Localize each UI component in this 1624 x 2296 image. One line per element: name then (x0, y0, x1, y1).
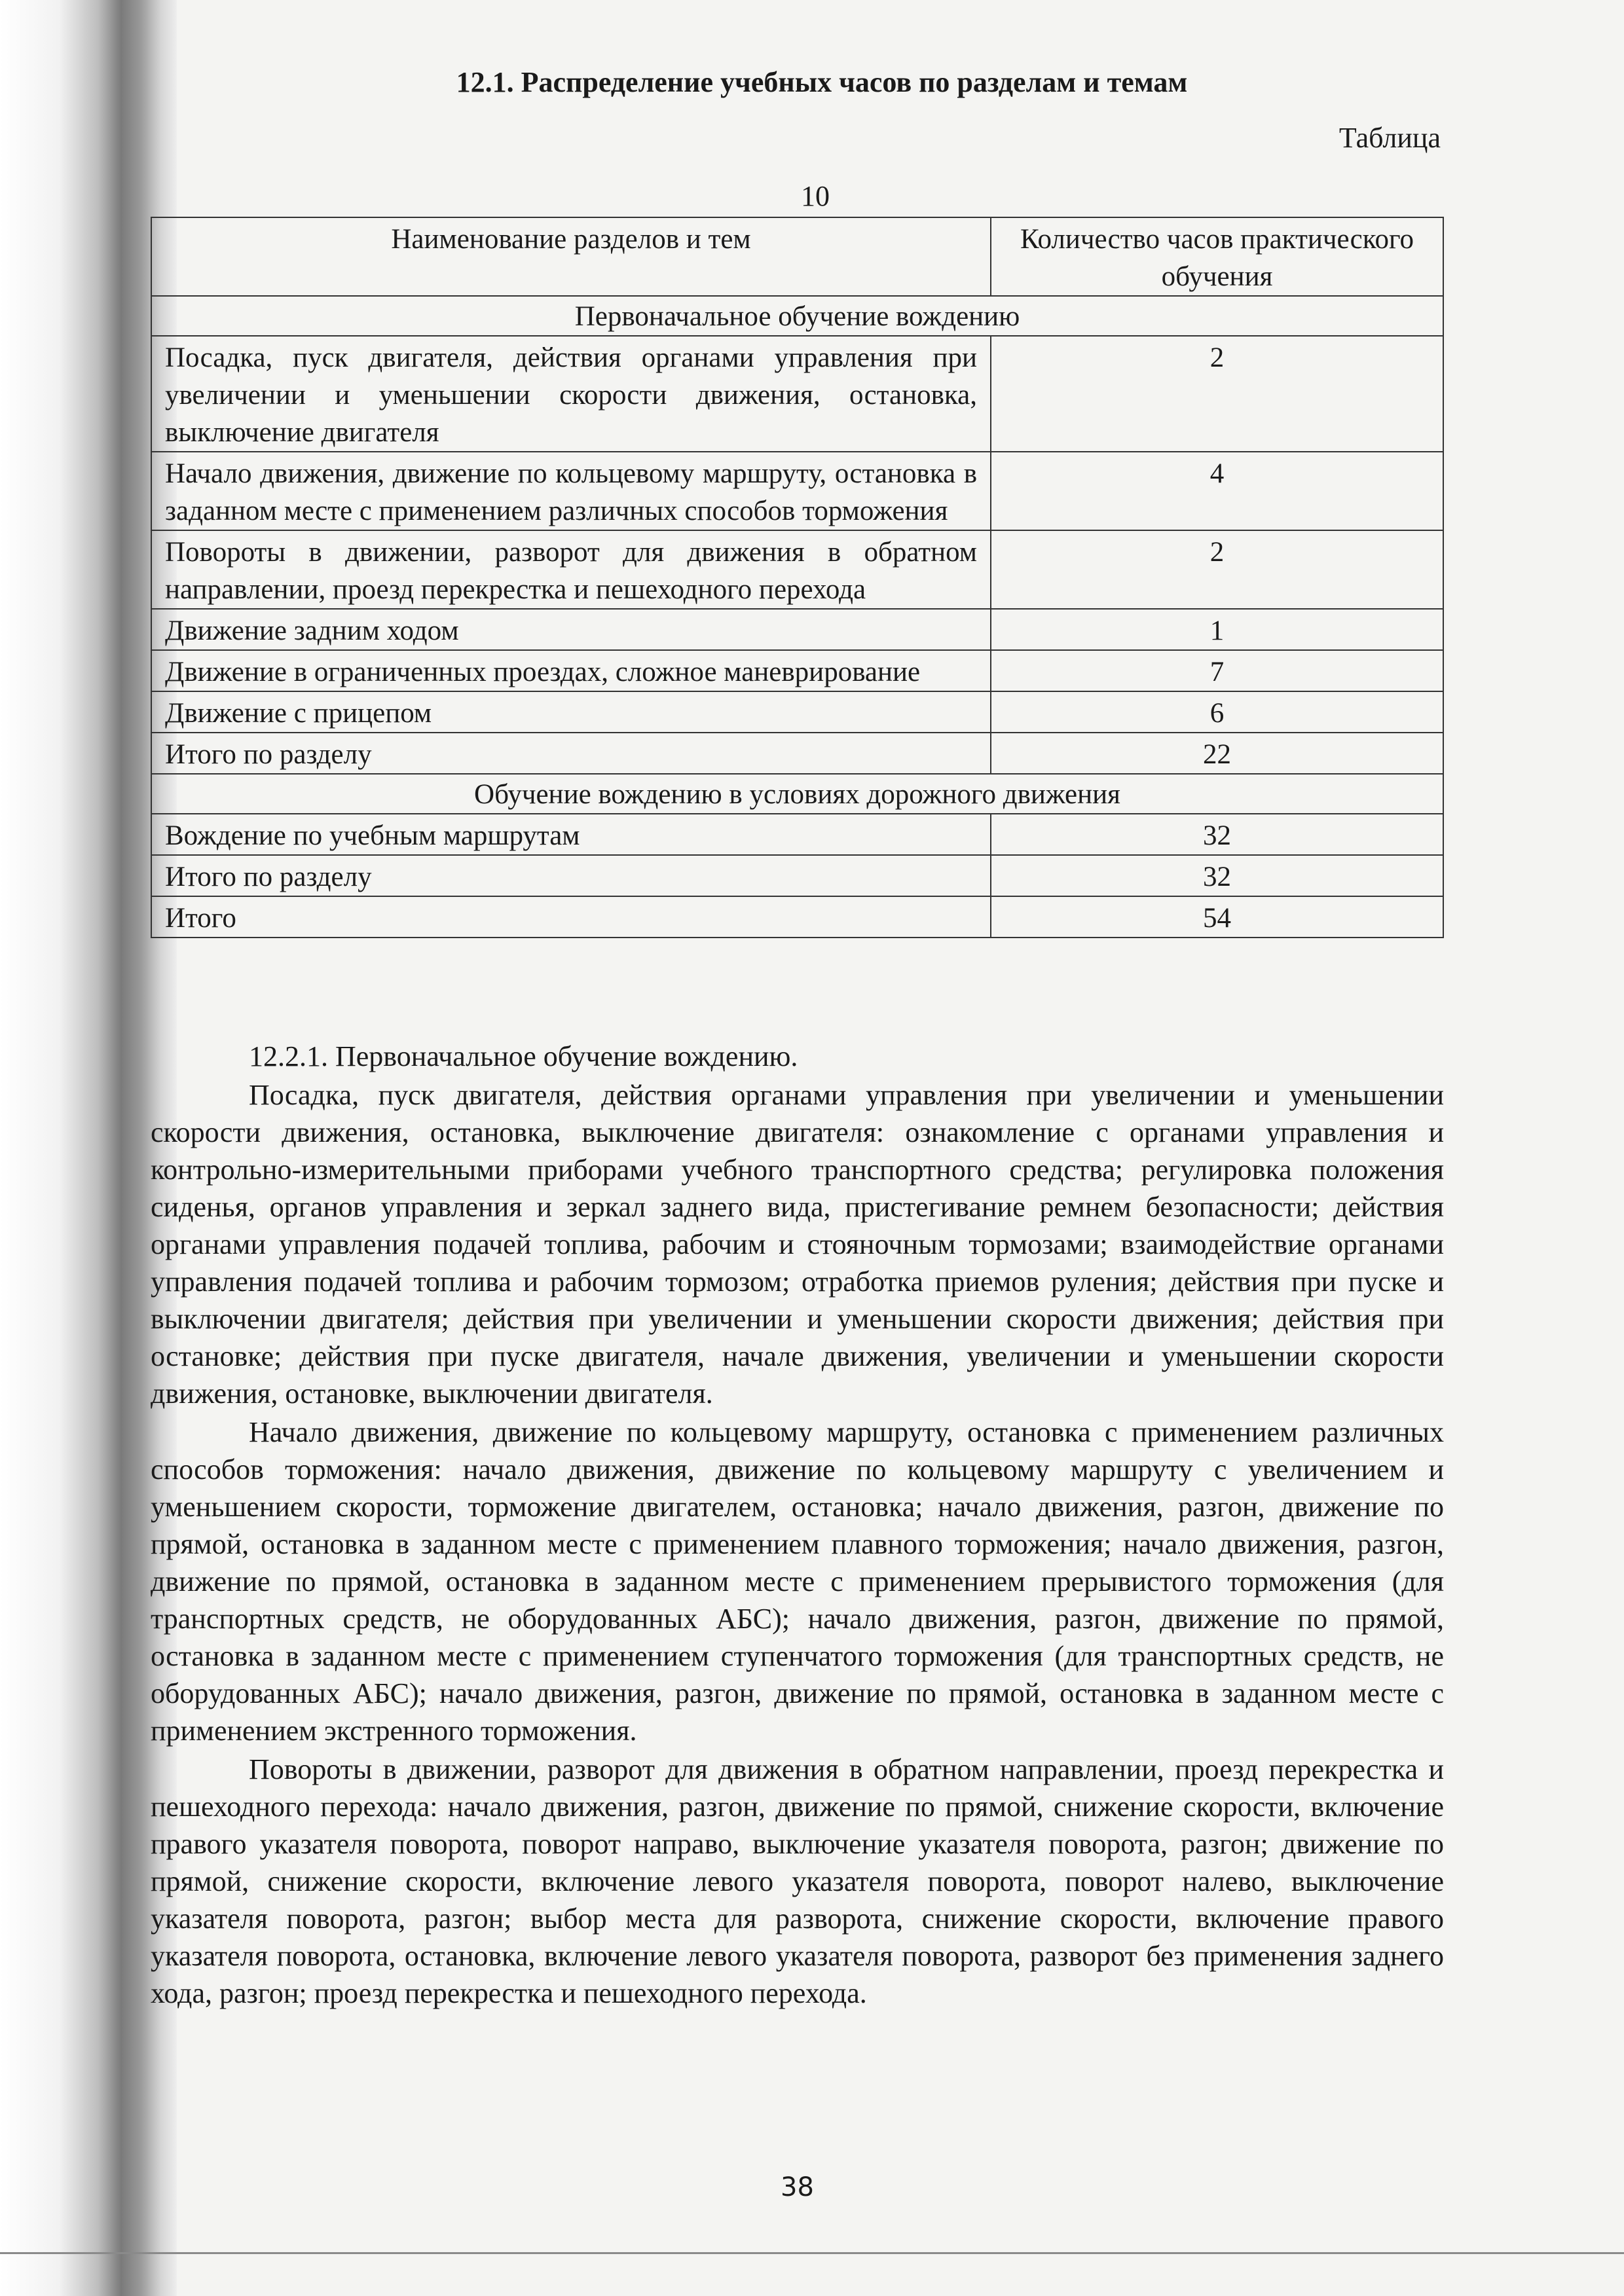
column-header-hours: Количество часов практического обучения (991, 217, 1443, 296)
hours-cell: 2 (991, 336, 1443, 452)
hours-cell: 32 (991, 855, 1443, 896)
topic-name-cell: Итого по разделу (151, 855, 991, 896)
topic-name-cell: Итого по разделу (151, 733, 991, 774)
topic-name-cell: Начало движения, движение по кольцевому маршруту, остановка в заданном месте с применением различных способов торможения (151, 452, 991, 530)
topic-name-cell: Вождение по учебным маршрутам (151, 814, 991, 855)
topic-name-cell: Итого (151, 896, 991, 938)
table-row (151, 609, 1443, 650)
document-page (151, 65, 1467, 2202)
paragraph: Посадка, пуск двигателя, действия органами управления при увеличении и уменьшении скорости движения, остановка, выключение двигателя: ознакомление с органами управления и контрольно-измерительными приборами учебного транспортного средства; регулировка положения сиденья, органов управления и зеркал заднего вида, пристегивание ремнем безопасности; действия органами управления подачей топлива, рабочим и стояночным тормозами; взаимодействие органами управления подачей топлива и рабочим тормозом; отработка приемов руления; действия при пуске и выключении двигателя; действия при увеличении и уменьшении скорости движения; действия при остановке; действия при пуске двигателя, начале движения, увеличении и уменьшении скорости движения, остановке, выключении двигателя. (151, 1079, 1444, 1410)
hours-cell: 22 (991, 733, 1443, 774)
table-row (151, 896, 1443, 938)
hours-cell: 54 (991, 896, 1443, 938)
paragraph: Начало движения, движение по кольцевому маршруту, остановка с применением различных способов торможения: начало движения, движение по кольцевому маршруту с увеличением и уменьшением скорости, торможение двигателем, остановка; начало движения, разгон, движение по прямой, остановка в заданном месте с применением плавного торможения; начало движения, разгон, движение по прямой, остановка в заданном месте с применением прерывистого торможения (для транспортных средств, не оборудованных АБС); начало движения, разгон, движение по прямой, остановка в заданном месте с применением ступенчатого торможения (для транспортных средств, не оборудованных АБС); начало движения, разгон, движение по прямой, остановка в заданном месте с применением экстренного торможения. (151, 1416, 1444, 1747)
hours-cell: 1 (991, 609, 1443, 650)
column-header-topic: Наименование разделов и тем (151, 217, 991, 296)
table-header-row (151, 217, 1443, 296)
topic-name-cell: Движение с прицепом (151, 691, 991, 733)
table-section-title: Первоначальное обучение вождению (151, 296, 1443, 336)
body-text (151, 1038, 1444, 2012)
table-number: 10 (801, 180, 830, 212)
topic-name-cell: Повороты в движении, разворот для движения в обратном направлении, проезд перекрестка и пешеходного перехода (151, 530, 991, 609)
table-row (151, 650, 1443, 691)
paragraph: Повороты в движении, разворот для движения в обратном направлении, проезд перекрестка и пешеходного перехода: начало движения, разгон, движение по прямой, снижение скорости, включение правого указателя поворота, поворот направо, выключение указателя поворота, разгон; движение по прямой, снижение скорости, включение левого указателя поворота, поворот налево, выключение указателя поворота, разгон; выбор места для разворота, снижение скорости, включение правого указателя поворота, остановка, включение левого указателя поворота, разворот без применения заднего хода, разгон; проезд перекрестка и пешеходного перехода. (151, 1753, 1444, 2009)
table-row (151, 452, 1443, 530)
hours-cell: 2 (991, 530, 1443, 609)
hours-table (151, 217, 1444, 938)
table-row (151, 814, 1443, 855)
table-section-title: Обучение вождению в условиях дорожного движения (151, 774, 1443, 814)
hours-cell: 7 (991, 650, 1443, 691)
subsection-title: 12.2.1. Первоначальное обучение вождению. (249, 1040, 798, 1072)
table-section-row (151, 296, 1443, 336)
table-section-row (151, 774, 1443, 814)
topic-name-cell: Движение в ограниченных проездах, сложное маневрирование (151, 650, 991, 691)
section-heading: 12.1. Распределение учебных часов по разделам и темам (456, 66, 1188, 98)
hours-cell: 32 (991, 814, 1443, 855)
table-row (151, 855, 1443, 896)
table-row (151, 691, 1443, 733)
page-number: 38 (781, 2172, 814, 2202)
table-row (151, 733, 1443, 774)
hours-cell: 4 (991, 452, 1443, 530)
table-row (151, 530, 1443, 609)
topic-name-cell: Движение задним ходом (151, 609, 991, 650)
scan-edge-line (0, 2252, 1624, 2254)
table-label: Таблица (1338, 122, 1441, 154)
table-row (151, 336, 1443, 452)
topic-name-cell: Посадка, пуск двигателя, действия органами управления при увеличении и уменьшении скорости движения, остановка, выключение двигателя (151, 336, 991, 452)
hours-cell: 6 (991, 691, 1443, 733)
